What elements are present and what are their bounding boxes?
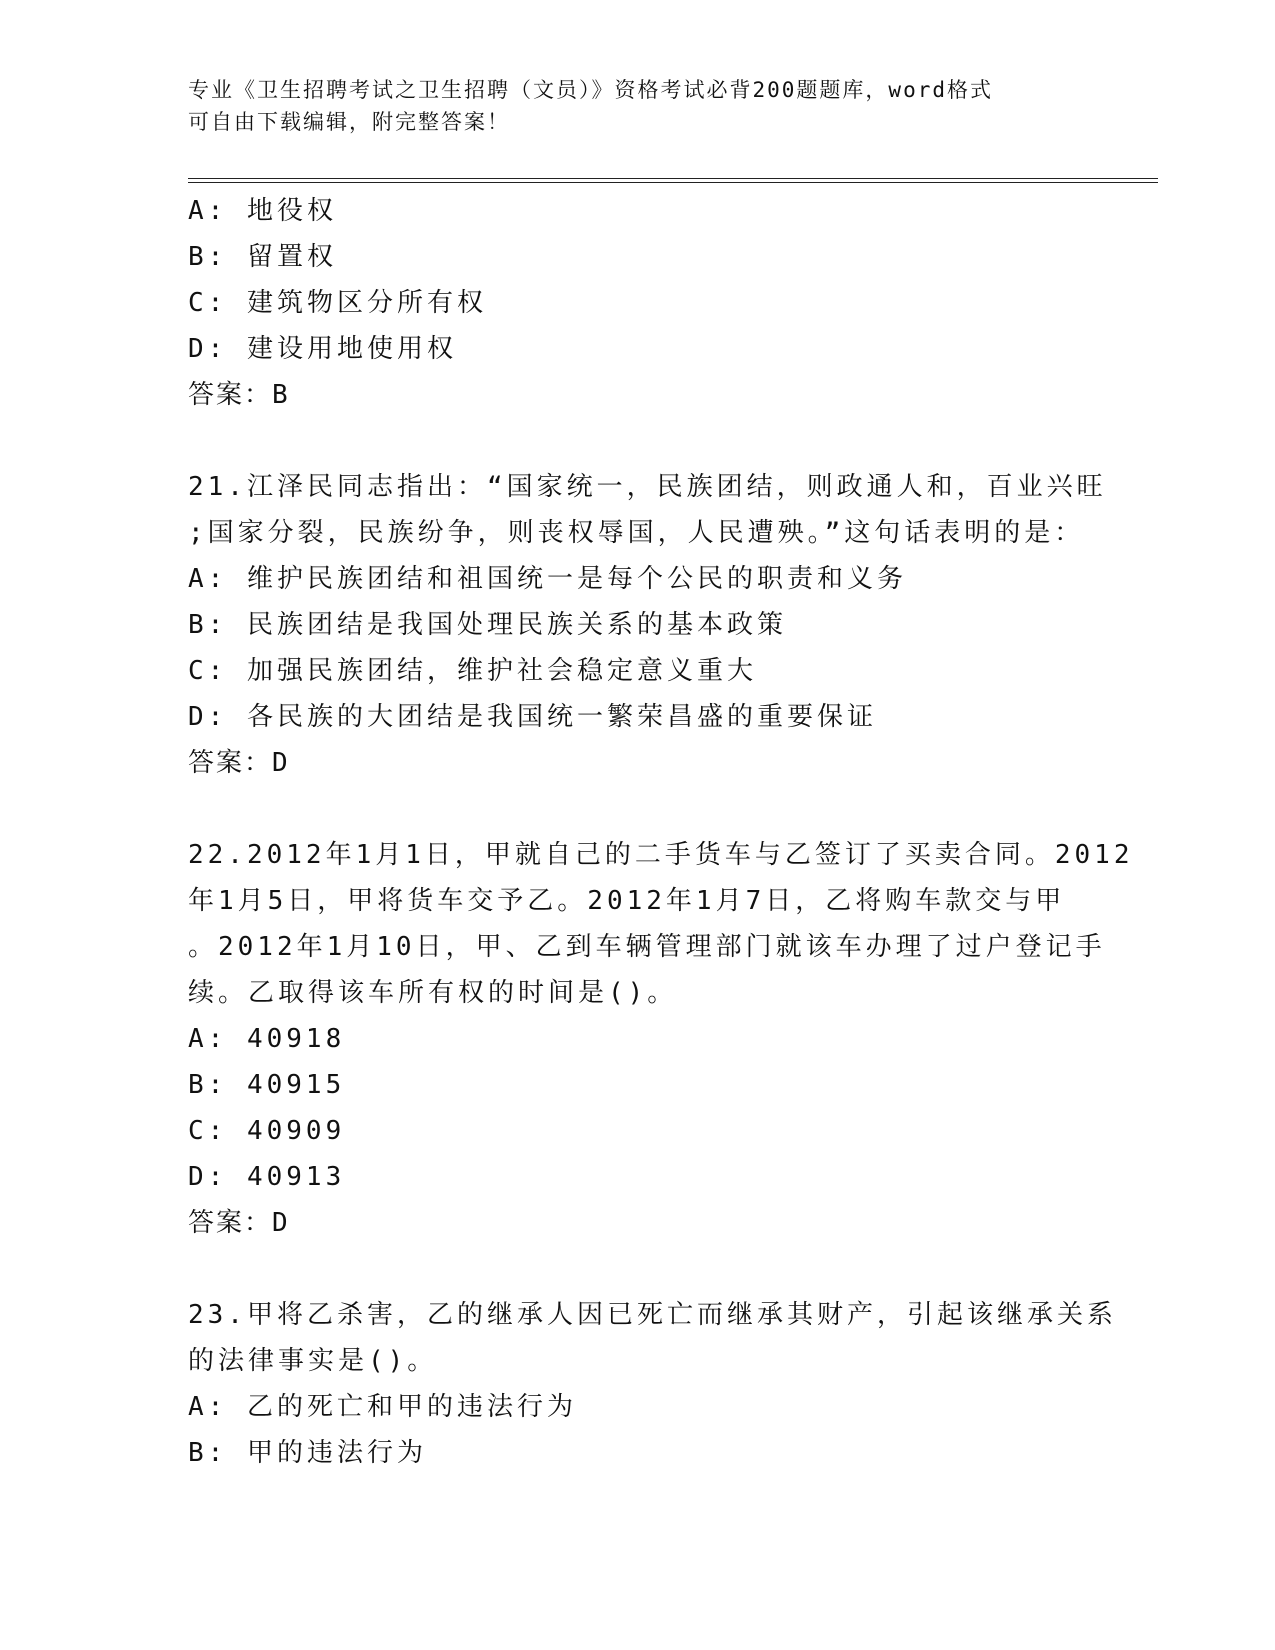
header-line-1: 专业《卫生招聘考试之卫生招聘（文员）》资格考试必背200题题库，word格式 <box>188 78 993 102</box>
option-a: A: 乙的死亡和甲的违法行为 <box>188 1392 577 1422</box>
answer: 答案：D <box>188 1208 290 1238</box>
answer: 答案：B <box>188 380 290 410</box>
option-d: D: 建设用地使用权 <box>188 334 457 364</box>
option-a: A: 维护民族团结和祖国统一是每个公民的职责和义务 <box>188 564 907 594</box>
question-text-line: 22.2012年1月1日，甲就自己的二手货车与乙签订了买卖合同。2012 <box>188 840 1134 870</box>
question-23 <box>188 1292 1117 1476</box>
question-list <box>188 188 1134 1476</box>
option-c: C: 建筑物区分所有权 <box>188 288 487 318</box>
header-rule-bottom <box>188 182 1158 183</box>
question-text-line: 21.江泽民同志指出：“国家统一，民族团结，则政通人和，百业兴旺 <box>188 472 1107 502</box>
question-text-line: 。2012年1月10日，甲、乙到车辆管理部门就该车办理了过户登记手 <box>188 932 1106 962</box>
header-rule-top <box>188 178 1158 179</box>
option-c: C: 40909 <box>188 1116 346 1146</box>
option-d: D: 各民族的大团结是我国统一繁荣昌盛的重要保证 <box>188 702 877 732</box>
answer: 答案：D <box>188 748 290 778</box>
spacer <box>188 418 1088 464</box>
spacer <box>188 786 1088 832</box>
question-text-line: 年1月5日，甲将货车交予乙。2012年1月7日，乙将购车款交与甲 <box>188 886 1066 916</box>
question-text-line: 的法律事实是()。 <box>188 1346 438 1376</box>
option-c: C: 加强民族团结，维护社会稳定意义重大 <box>188 656 757 686</box>
question-text-line: 续。乙取得该车所有权的时间是()。 <box>188 978 678 1008</box>
option-d: D: 40913 <box>188 1162 346 1192</box>
question-text-line: 23.甲将乙杀害，乙的继承人因已死亡而继承其财产，引起该继承关系 <box>188 1300 1117 1330</box>
spacer <box>188 1246 1088 1292</box>
question-text-line: ;国家分裂，民族纷争，则丧权辱国，人民遭殃。”这句话表明的是： <box>188 518 1085 548</box>
question-22 <box>188 832 1134 1246</box>
option-b: B: 民族团结是我国处理民族关系的基本政策 <box>188 610 787 640</box>
question-20-tail <box>188 188 1088 418</box>
document-header <box>188 74 1088 138</box>
header-line-2: 可自由下载编辑，附完整答案！ <box>188 110 510 134</box>
option-b: B: 留置权 <box>188 242 337 272</box>
option-b: B: 40915 <box>188 1070 346 1100</box>
question-21 <box>188 464 1107 786</box>
option-a: A: 地役权 <box>188 196 337 226</box>
option-b: B: 甲的违法行为 <box>188 1438 427 1468</box>
option-a: A: 40918 <box>188 1024 346 1054</box>
